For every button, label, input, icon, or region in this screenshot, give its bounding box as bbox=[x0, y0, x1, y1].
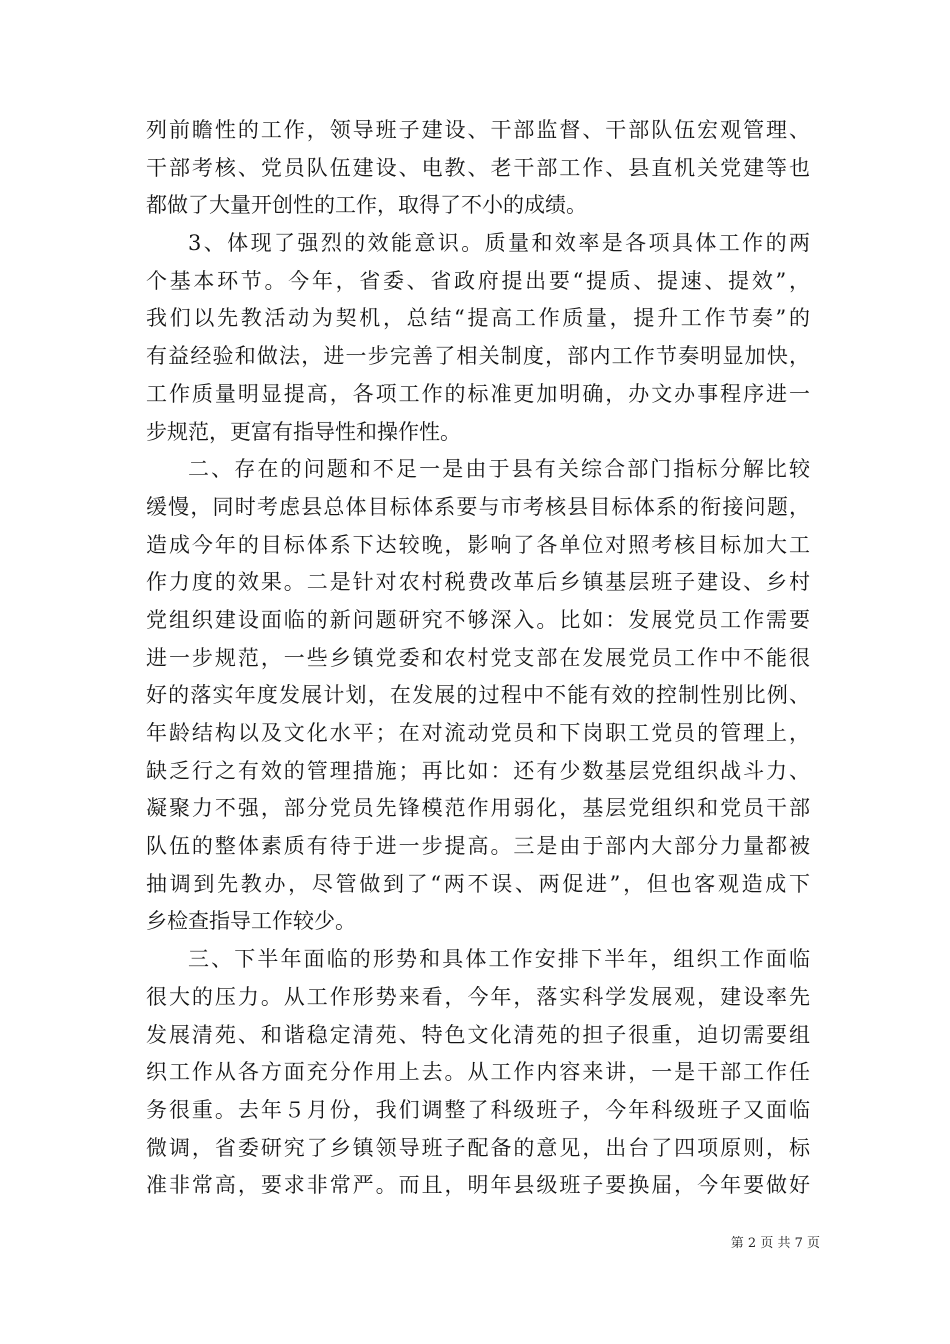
text-line: 造成今年的目标体系下达较晚，影响了各单位对照考核目标加大工 bbox=[146, 532, 810, 557]
text-line: 很大的压力。从工作形势来看，今年，落实科学发展观，建设率先 bbox=[146, 984, 810, 1009]
text-line: 三、下半年面临的形势和具体工作安排下半年，组织工作面临 bbox=[188, 947, 810, 972]
text-line: 微调，省委研究了乡镇领导班子配备的意见，出台了四项原则，标 bbox=[146, 1135, 810, 1160]
text-line: 务很重。去年５月份，我们调整了科级班子，今年科级班子又面临 bbox=[146, 1097, 810, 1122]
text-line: 有益经验和做法，进一步完善了相关制度，部内工作节奏明显加快， bbox=[146, 344, 810, 369]
text-line: 缓慢，同时考虑县总体目标体系要与市考核县目标体系的衔接问题， bbox=[146, 494, 810, 519]
text-line: 抽调到先教办，尽管做到了“两不误、两促进”，但也客观造成下 bbox=[146, 871, 810, 896]
text-line: 进一步规范，一些乡镇党委和农村党支部在发展党员工作中不能很 bbox=[146, 645, 810, 670]
text-line: 我们以先教活动为契机，总结“提高工作质量，提升工作节奏”的 bbox=[146, 306, 810, 331]
text-line: 都做了大量开创性的工作，取得了不小的成绩。 bbox=[146, 193, 587, 218]
text-line: 干部考核、党员队伍建设、电教、老干部工作、县直机关党建等也 bbox=[146, 155, 810, 180]
text-line: 织工作从各方面充分作用上去。从工作内容来讲，一是干部工作任 bbox=[146, 1060, 810, 1085]
text-line: 年龄结构以及文化水平；在对流动党员和下岗职工党员的管理上， bbox=[146, 721, 810, 745]
text-line: 发展清苑、和谐稳定清苑、特色文化清苑的担子很重，迫切需要组 bbox=[146, 1022, 810, 1047]
text-line: 列前瞻性的工作，领导班子建设、干部监督、干部队伍宏观管理、 bbox=[146, 118, 810, 142]
text-line: 凝聚力不强，部分党员先锋模范作用弱化，基层党组织和党员干部 bbox=[146, 796, 810, 821]
text-line: 步规范，更富有指导性和操作性。 bbox=[146, 419, 461, 444]
text-line: 二、存在的问题和不足一是由于县有关综合部门指标分解比较 bbox=[188, 457, 810, 482]
text-line: 乡检查指导工作较少。 bbox=[146, 909, 356, 934]
text-line: 作力度的效果。二是针对农村税费改革后乡镇基层班子建设、乡村 bbox=[146, 570, 810, 595]
text-line: 缺乏行之有效的管理措施；再比如：还有少数基层党组织战斗力、 bbox=[146, 758, 810, 783]
body-text bbox=[146, 112, 810, 1205]
text-line: 队伍的整体素质有待于进一步提高。三是由于部内大部分力量都被 bbox=[146, 834, 810, 859]
text-line: 3、体现了强烈的效能意识。质量和效率是各项具体工作的两 bbox=[188, 231, 810, 256]
text-line: 准非常高，要求非常严。而且，明年县级班子要换届，今年要做好 bbox=[146, 1173, 810, 1198]
text-line: 党组织建设面临的新问题研究不够深入。比如：发展党员工作需要 bbox=[146, 607, 810, 632]
text-line: 好的落实年度发展计划，在发展的过程中不能有效的控制性别比例、 bbox=[146, 683, 810, 708]
text-line: 个基本环节。今年，省委、省政府提出要“提质、提速、提效”， bbox=[146, 268, 810, 293]
page-number: 第 2 页 共 7 页 bbox=[730, 1236, 820, 1251]
text-line: 工作质量明显提高，各项工作的标准更加明确，办文办事程序进一 bbox=[146, 381, 810, 406]
